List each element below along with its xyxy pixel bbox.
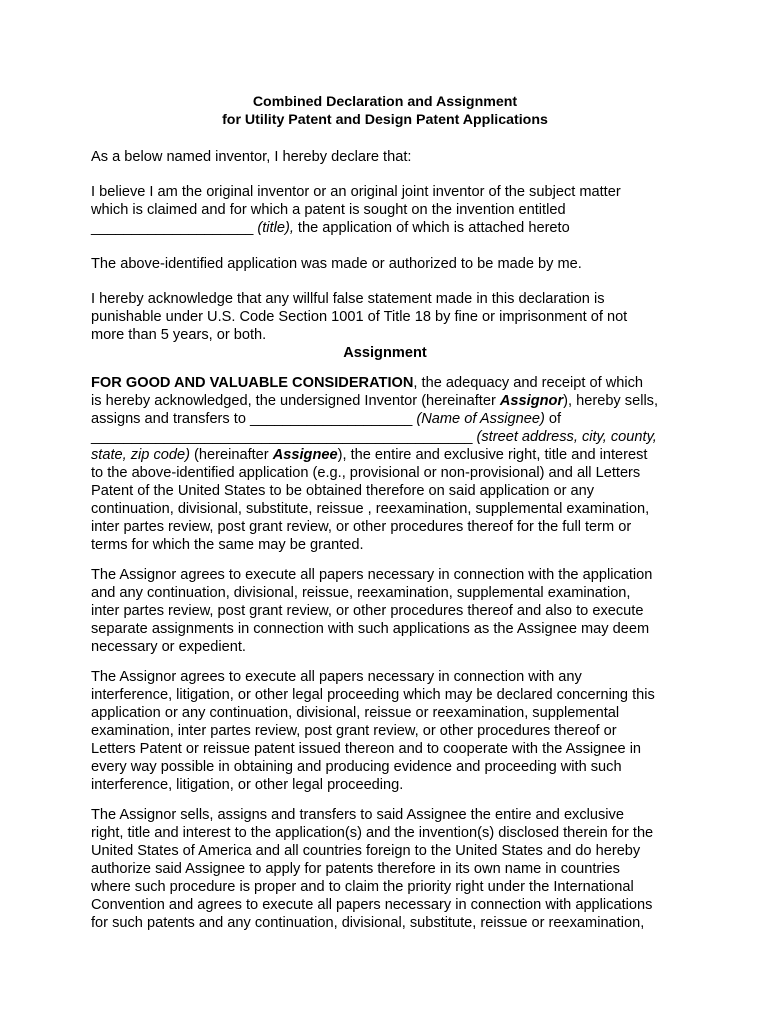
title-line-2: for Utility Patent and Design Patent Applications <box>222 112 548 128</box>
assignment-text: ), hereby sells, <box>563 393 659 409</box>
declaration-p1-line: which is claimed and for which a patent is sought on the invention entitled <box>91 202 566 218</box>
assignment-p4-line: United States of America and all countries foreign to the United States and do hereby <box>91 843 641 859</box>
address-blank: _______________________________________________ <box>91 429 473 445</box>
assignment-p4-line: right, title and interest to the application(s) and the invention(s) disclosed therein for the <box>91 825 654 841</box>
assignee-term: Assignee <box>272 447 338 463</box>
assignment-p3-line: every way possible in obtaining and producing evidence and proceeding with such <box>91 759 622 775</box>
assignee-name-hint: (Name of Assignee) <box>412 411 545 427</box>
assignment-p1-line: continuation, divisional, substitute, reissue , reexamination, supplemental examination, <box>91 501 650 517</box>
assignment-p1-line <box>91 446 647 464</box>
declaration-p1-line <box>91 219 570 237</box>
assignment-p3-line: Letters Patent or reissue patent issued thereon and to cooperate with the Assignee in <box>91 741 642 757</box>
assignor-term: Assignor <box>499 393 564 409</box>
assignment-p4-line: authorize said Assignee to apply for patents therefore in its own name in countries <box>91 861 620 877</box>
assignment-p1-line: Patent of the United States to be obtained therefore on said application or any <box>91 483 595 499</box>
declaration-p3-line: I hereby acknowledge that any willful false statement made in this declaration is <box>91 291 605 307</box>
declaration-p3-line: punishable under U.S. Code Section 1001 of Title 18 by fine or imprisonment of not <box>91 309 628 325</box>
title-hint: (title), <box>253 220 294 236</box>
assignment-p1-line: inter partes review, post grant review, or other procedures thereof for the full term or <box>91 519 632 535</box>
address-hint-cont: state, zip code) <box>91 447 190 463</box>
assignment-p1-line <box>91 374 643 392</box>
declaration-p1-line: I believe I am the original inventor or an original joint inventor of the subject matter <box>91 184 621 200</box>
assignment-p2-line: separate assignments in connection with such applications as the Assignee may deem <box>91 621 650 637</box>
document-title <box>0 93 770 129</box>
declaration-text: the application of which is attached hereto <box>293 220 570 236</box>
assignment-p4-line: where such procedure is proper and to claim the priority right under the International <box>91 879 634 895</box>
declaration-p3-line: more than 5 years, or both. <box>91 327 267 343</box>
assignment-p2-line: and any continuation, divisional, reissue, reexamination, supplemental examination, <box>91 585 631 601</box>
assignee-name-blank: ____________________ <box>250 411 413 427</box>
declaration-p2: The above-identified application was made or authorized to be made by me. <box>91 256 582 272</box>
assignment-text: (hereinafter <box>189 447 273 463</box>
assignment-p1-line <box>91 392 658 410</box>
assignment-p1-line: terms for which the same may be granted. <box>91 537 364 553</box>
declaration-intro: As a below named inventor, I hereby declare that: <box>91 149 412 165</box>
assignment-p3-line: interference, litigation, or other legal proceeding. <box>91 777 404 793</box>
title-line-1: Combined Declaration and Assignment <box>252 94 518 110</box>
assignment-p4-line: Convention and agrees to execute all papers necessary in connection with applications <box>91 897 653 913</box>
assignment-p4-line: The Assignor sells, assigns and transfers to said Assignee the entire and exclusive <box>91 807 624 823</box>
assignment-p3-line: The Assignor agrees to execute all papers necessary in connection with any <box>91 669 582 685</box>
assignment-p2-line: inter partes review, post grant review, or other procedures thereof and also to execute <box>91 603 644 619</box>
consideration-bold: FOR GOOD AND VALUABLE CONSIDERATION <box>91 375 414 391</box>
assignment-p1-line <box>91 428 657 446</box>
assignment-text: assigns and transfers to <box>91 411 250 427</box>
assignment-p4-line: for such patents and any continuation, divisional, substitute, reissue or reexamination, <box>91 915 645 931</box>
assignment-p1-line <box>91 410 561 428</box>
assignment-p2-line: necessary or expedient. <box>91 639 246 655</box>
address-hint: (street address, city, county, <box>472 429 657 445</box>
assignment-text: is hereby acknowledged, the undersigned Inventor (hereinafter <box>91 393 500 409</box>
assignment-p1-line: to the above-identified application (e.g., provisional or non-provisional) and all Letters <box>91 465 641 481</box>
assignment-heading: Assignment <box>343 345 427 361</box>
assignment-p2-line: The Assignor agrees to execute all papers necessary in connection with the application <box>91 567 653 583</box>
assignment-text: ), the entire and exclusive right, title and interest <box>337 447 648 463</box>
assignment-p3-line: examination, inter partes review, post grant review, or other procedures thereof or <box>91 723 617 739</box>
assignment-text: , the adequacy and receipt of which <box>413 375 644 391</box>
title-blank: ____________________ <box>91 220 254 236</box>
assignment-text: of <box>544 411 562 427</box>
assignment-p3-line: application or any continuation, divisional, reissue or reexamination, supplemental <box>91 705 620 721</box>
assignment-p3-line: interference, litigation, or other legal proceeding which may be declared concerning this <box>91 687 655 703</box>
